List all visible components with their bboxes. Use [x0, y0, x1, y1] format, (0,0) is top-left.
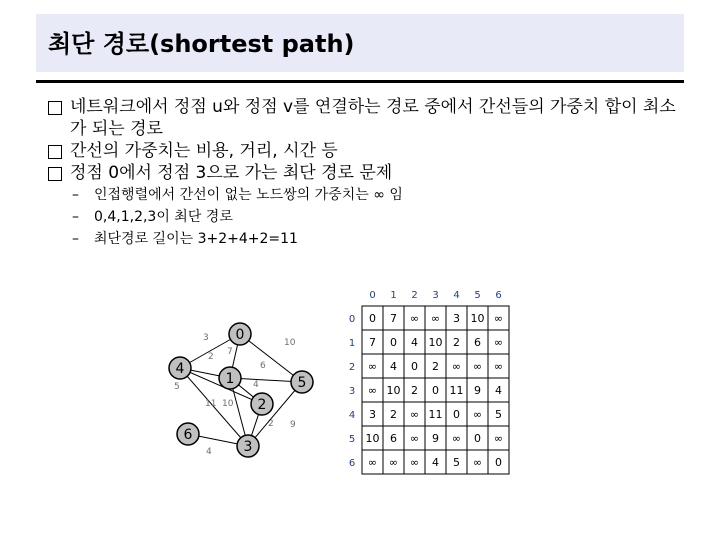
matrix-cell-value: 0	[369, 312, 376, 325]
graph-node-label: 6	[183, 427, 193, 443]
matrix-column-header: 2	[411, 290, 418, 301]
matrix-cell-value: ∞	[472, 408, 483, 421]
graph-node-label: 5	[297, 375, 307, 391]
checkbox-bullet-icon	[48, 167, 62, 181]
matrix-cell-value: 9	[432, 432, 439, 445]
matrix-cell-value: ∞	[367, 456, 378, 469]
edge-weight-label: 10	[222, 399, 234, 409]
matrix-cell-value: 2	[411, 384, 418, 397]
matrix-cell-value: 0	[432, 384, 439, 397]
matrix-cell-value: ∞	[430, 312, 441, 325]
bullet-item	[48, 96, 688, 140]
bullet-item	[48, 140, 688, 162]
matrix-cell-value: ∞	[367, 360, 378, 373]
matrix-row-header: 3	[348, 386, 356, 397]
sub-bullet-text: 최단경로 길이는 3+2+4+2=11	[94, 231, 298, 247]
matrix-column-header: 5	[474, 290, 481, 301]
matrix-cell-value: 10	[386, 384, 401, 397]
matrix-row-header: 1	[348, 338, 356, 349]
matrix-cell-value: ∞	[451, 432, 462, 445]
graph-node-label: 0	[235, 327, 245, 343]
matrix-cell-value: 10	[428, 336, 443, 349]
matrix-cell-value: 7	[369, 336, 376, 349]
edge-weight-label: 2	[268, 419, 274, 429]
matrix-cell-value: ∞	[493, 336, 504, 349]
matrix-cell-value: 0	[474, 432, 481, 445]
matrix-cell-value: ∞	[451, 360, 462, 373]
matrix-cell-value: ∞	[409, 432, 420, 445]
matrix-cell-value: 0	[390, 336, 397, 349]
matrix-column-header: 1	[390, 290, 397, 301]
matrix-cell-value: 3	[369, 408, 376, 421]
checkbox-bullet-icon	[48, 145, 62, 159]
dash-bullet-icon: –	[72, 187, 79, 203]
matrix-column-header: 0	[369, 290, 376, 301]
matrix-cell-value: 4	[411, 336, 418, 349]
title-divider	[36, 80, 684, 83]
edge-weight-label: 9	[290, 420, 296, 430]
checkbox-bullet-icon	[48, 101, 62, 115]
matrix-cell-value: 11	[428, 408, 443, 421]
sub-bullet-item	[48, 228, 688, 250]
bullet-list	[48, 96, 688, 250]
edge-weight-label: 10	[284, 338, 296, 348]
edge-weight-label: 7	[227, 347, 233, 357]
matrix-cell-value: ∞	[409, 312, 420, 325]
matrix-cell-value: 2	[390, 408, 397, 421]
edge-weight-label: 11	[205, 399, 217, 409]
dash-bullet-icon: –	[72, 209, 79, 225]
sub-bullet-item	[48, 206, 688, 228]
matrix-cell-value: 5	[453, 456, 460, 469]
edge-weight-label: 4	[206, 447, 212, 457]
adjacency-matrix	[338, 284, 513, 479]
matrix-cell-value: 3	[453, 312, 460, 325]
matrix-cell-value: 2	[432, 360, 439, 373]
matrix-cell-value: 4	[432, 456, 439, 469]
matrix-cell-value: ∞	[367, 384, 378, 397]
matrix-row-header: 0	[348, 314, 356, 325]
matrix-cell-value: ∞	[388, 456, 399, 469]
weighted-graph	[150, 284, 320, 474]
graph-node-label: 2	[257, 397, 267, 413]
matrix-cell-value: 2	[453, 336, 460, 349]
bullet-text: 정점 0에서 정점 3으로 가는 최단 경로 문제	[70, 163, 393, 183]
edge-weight-label: 6	[260, 361, 266, 371]
matrix-cell-value: 11	[449, 384, 464, 397]
matrix-cell-value: 0	[495, 456, 502, 469]
matrix-cell-value: 10	[470, 312, 485, 325]
graph-node-label: 3	[243, 439, 253, 455]
slide-title: 최단 경로(shortest path)	[48, 30, 355, 58]
matrix-cell-value: ∞	[493, 312, 504, 325]
matrix-cell-value: 4	[390, 360, 397, 373]
matrix-cell-value: ∞	[493, 360, 504, 373]
matrix-cell-value: ∞	[472, 360, 483, 373]
matrix-column-header: 3	[432, 290, 439, 301]
bullet-text: 네트워크에서 정점 u와 정점 v를 연결하는 경로 중에서 간선들의 가중치 합이 최소가 되는 경로	[70, 97, 676, 139]
sub-bullet-text: 0,4,1,2,3이 최단 경로	[94, 209, 233, 225]
matrix-cell-value: 6	[390, 432, 397, 445]
matrix-row-header: 6	[348, 458, 356, 469]
matrix-row-header: 2	[348, 362, 356, 373]
matrix-cell-value: 9	[474, 384, 481, 397]
bullet-item	[48, 162, 688, 184]
matrix-cell-value: ∞	[493, 432, 504, 445]
matrix-row-header: 4	[348, 410, 356, 421]
matrix-cell-value: 5	[495, 408, 502, 421]
matrix-cell-value: 7	[390, 312, 397, 325]
edge-weight-label: 5	[174, 382, 180, 392]
edge-weight-label: 3	[203, 333, 209, 343]
matrix-cell-value: 4	[495, 384, 502, 397]
sub-bullet-item	[48, 184, 688, 206]
dash-bullet-icon: –	[72, 231, 79, 247]
matrix-cell-value: 10	[365, 432, 380, 445]
matrix-cell-value: 0	[453, 408, 460, 421]
edge-weight-label: 2	[208, 352, 214, 362]
edge-weight-label: 4	[253, 380, 259, 390]
sub-bullet-text: 인접행렬에서 간선이 없는 노드쌍의 가중치는 ∞ 임	[94, 187, 403, 203]
matrix-row-header: 5	[348, 434, 356, 445]
graph-node-label: 4	[175, 361, 185, 377]
bullet-text: 간선의 가중치는 비용, 거리, 시간 등	[70, 141, 338, 161]
matrix-cell-value: ∞	[409, 408, 420, 421]
matrix-cell-value: ∞	[409, 456, 420, 469]
matrix-column-header: 6	[495, 290, 502, 301]
matrix-cell-value: 6	[474, 336, 481, 349]
figure-area	[150, 284, 550, 484]
matrix-column-header: 4	[453, 290, 460, 301]
graph-node-label: 1	[225, 371, 235, 387]
matrix-cell-value: ∞	[472, 456, 483, 469]
matrix-cell-value: 0	[411, 360, 418, 373]
